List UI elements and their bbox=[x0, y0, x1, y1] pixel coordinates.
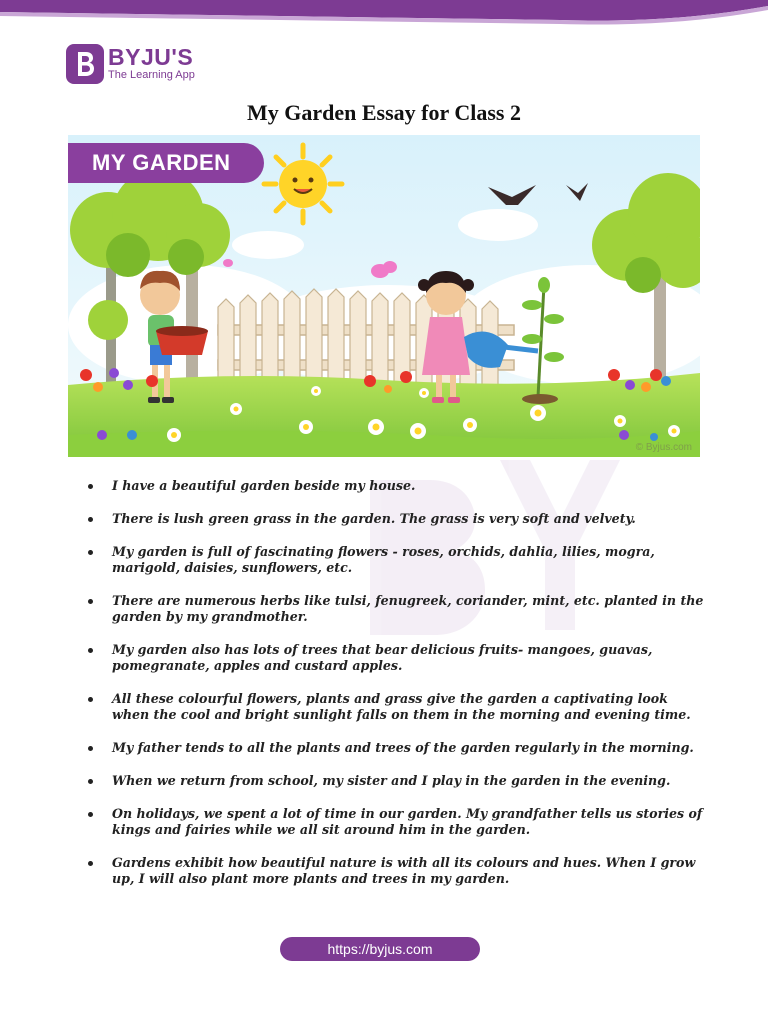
bullet-icon bbox=[88, 861, 93, 866]
garden-scene-icon bbox=[68, 135, 700, 457]
bullet-icon bbox=[88, 517, 93, 522]
list-item bbox=[88, 642, 708, 674]
list-item-text: When we return from school, my sister and I play in the garden in the evening. bbox=[112, 773, 671, 788]
top-decorative-stripe bbox=[0, 0, 768, 26]
bullet-icon bbox=[88, 812, 93, 817]
list-item bbox=[88, 511, 708, 527]
list-item-text: My father tends to all the plants and trees of the garden regularly in the morning. bbox=[112, 740, 694, 755]
hero-label: MY GARDEN bbox=[68, 143, 264, 183]
footer-url-link[interactable]: https://byjus.com bbox=[280, 937, 480, 961]
list-item bbox=[88, 773, 708, 789]
bullet-icon bbox=[88, 697, 93, 702]
list-item bbox=[88, 806, 708, 838]
byjus-logo[interactable] bbox=[66, 44, 195, 84]
bullet-icon bbox=[88, 746, 93, 751]
bullet-icon bbox=[88, 779, 93, 784]
list-item bbox=[88, 593, 708, 625]
bullet-icon bbox=[88, 599, 93, 604]
list-item bbox=[88, 691, 708, 723]
list-item-text: On holidays, we spent a lot of time in our garden. My grandfather tells us stories of kings and fairies while we all sit around him in the garden. bbox=[112, 806, 703, 837]
logo-b-icon bbox=[66, 44, 104, 84]
list-item-text: Gardens exhibit how beautiful nature is with all its colours and hues. When I grow up, I will also plant more plants and trees in my garden. bbox=[112, 855, 696, 886]
list-item bbox=[88, 740, 708, 756]
list-item-text: There is lush green grass in the garden. The grass is very soft and velvety. bbox=[112, 511, 636, 526]
list-item-text: My garden also has lots of trees that bear delicious fruits- mangoes, guavas, pomegranate, apples and custard apples. bbox=[112, 642, 653, 673]
page-title: My Garden Essay for Class 2 bbox=[247, 100, 521, 125]
sun-icon bbox=[264, 145, 342, 223]
logo-brand-name: BYJU'S bbox=[108, 44, 194, 70]
bullet-icon bbox=[88, 648, 93, 653]
bullet-icon bbox=[88, 484, 93, 489]
list-item bbox=[88, 855, 708, 887]
list-item bbox=[88, 544, 708, 576]
list-item-text: I have a beautiful garden beside my house. bbox=[112, 478, 416, 493]
bullet-icon bbox=[88, 550, 93, 555]
list-item-text: My garden is full of fascinating flowers - roses, orchids, dahlia, lilies, mogra, marigold, daisies, sunflowers, etc. bbox=[112, 544, 655, 575]
image-credit: © Byjus.com bbox=[635, 442, 692, 453]
list-item-text: All these colourful flowers, plants and grass give the garden a captivating look when the cool and bright sunlight falls on them in the morning and evening time. bbox=[112, 691, 691, 722]
logo-tagline: The Learning App bbox=[108, 69, 195, 81]
list-item bbox=[88, 478, 708, 494]
list-item-text: There are numerous herbs like tulsi, fenugreek, coriander, mint, etc. planted in the garden by my grandmother. bbox=[112, 593, 704, 624]
essay-bullet-list bbox=[88, 478, 708, 904]
garden-illustration bbox=[68, 135, 700, 457]
